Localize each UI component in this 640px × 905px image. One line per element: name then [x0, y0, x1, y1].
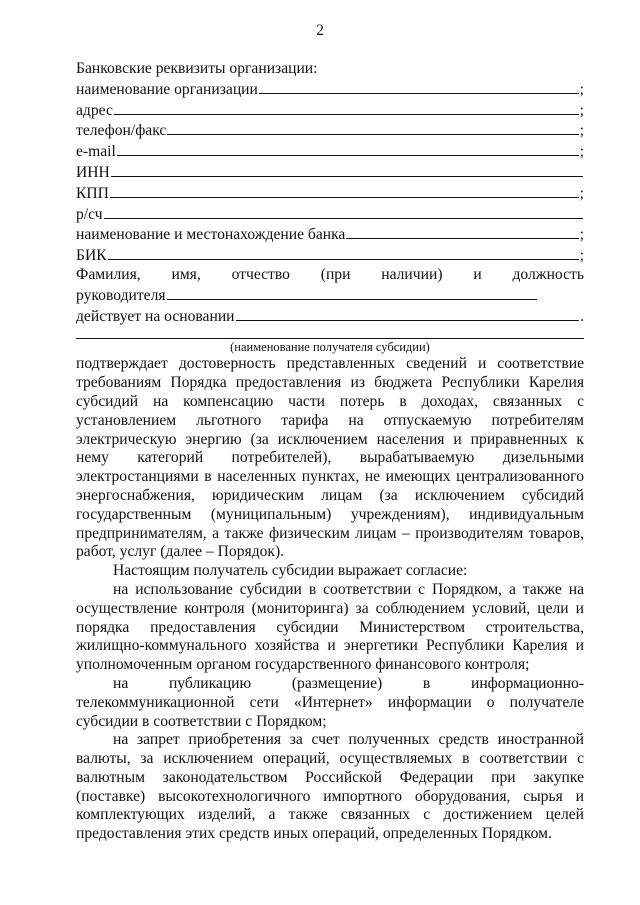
field-label: р/сч: [76, 205, 103, 223]
field-row: [76, 245, 584, 266]
field-row: [76, 183, 584, 204]
field-row: [76, 120, 584, 141]
field-end: ;: [579, 226, 584, 244]
field-row: [76, 162, 584, 183]
blank-line: [114, 100, 579, 115]
blank-line: [104, 204, 583, 219]
field-end: ;: [579, 101, 584, 119]
bank-details-fields: [76, 79, 584, 266]
head-word: отчество: [231, 265, 290, 283]
confirmation-paragraph: подтверждает достоверность представленных сведений и соответствие требованиям Порядка предоставления из бюджета Республики Карелия субсидий на компенсацию части потерь в доходах, связанных с установлением льготного тарифа на отпускаемую потребителям электрическую энергию (за исключением населения и приравненных к нему категорий потребителей), вырабатываемую дизельными электростанциями в населенных пунктах, не имеющих централизованного энергоснабжения, юридическим лицам (за исключением субсидий государственным (муниципальным) учреждениям), индивидуальным предпринимателям, а также физическим лицам – производителям товаров, работ, услуг (далее – Порядок).: [76, 355, 584, 561]
page-number: 2: [316, 22, 324, 39]
field-end: ;: [579, 143, 584, 161]
field-end: ;: [579, 247, 584, 265]
head-word: должность: [512, 265, 584, 283]
head-word: Фамилия,: [76, 265, 141, 283]
field-end: ;: [579, 184, 584, 202]
blank-line: [259, 79, 579, 94]
field-label: адрес: [76, 101, 113, 119]
field-end: .: [580, 307, 584, 325]
field-label: КПП: [76, 184, 109, 202]
field-label: БИК: [76, 247, 107, 265]
field-end: ;: [579, 122, 584, 140]
field-row: [76, 204, 584, 225]
consent-intro: Настоящим получатель субсидии выражает согласие:: [113, 562, 468, 580]
field-head: [76, 285, 584, 306]
field-label: телефон/факс: [76, 122, 167, 140]
consent-item: на публикацию (размещение) в информационно-телекоммуникационной сети «Интернет» информации о получателе субсидии в соответствии с Порядком;: [76, 674, 584, 730]
field-row: [76, 141, 584, 162]
head-word: и: [473, 265, 482, 283]
blank-line: [167, 285, 537, 300]
blank-line: [111, 162, 583, 177]
recipient-name-line: [76, 328, 584, 339]
head-name-position-line: [76, 266, 584, 285]
recipient-caption: (наименование получателя субсидии): [230, 340, 430, 355]
field-label: наименование организации: [76, 80, 258, 98]
field-basis: [76, 306, 584, 327]
field-label: наименование и местонахождение банка: [76, 226, 346, 244]
field-row: [76, 224, 584, 245]
consent-item: на использование субсидии в соответствии с Порядком, а также на осуществление контроля (мониторинга) за соблюдением условий, цели и порядка предоставления субсидии Министерством строительства, жилищно-коммунального хозяйства и энергетики Республики Карелия и уполномоченным органом государственного финансового контроля;: [76, 580, 584, 674]
form-content: [76, 60, 584, 844]
consent-item: на запрет приобретения за счет полученных средств иностранной валюты, за исключением операций, осуществляемых в соответствии с валютным законодательством Российской Федерации при закупке (поставке) высокотехнологичного импортного оборудования, сырья и комплектующих изделий, а также связанных с достижением целей предоставления этих средств иных операций, определенных Порядком.: [76, 731, 584, 843]
blank-line: [110, 183, 579, 198]
blank-line: [117, 141, 579, 156]
field-end: ;: [579, 80, 584, 98]
field-row: [76, 79, 584, 100]
field-label: действует на основании: [76, 307, 235, 325]
field-row: [76, 100, 584, 121]
field-label: ИНН: [76, 163, 110, 181]
field-label: руководителя: [76, 286, 166, 304]
head-word: (при: [320, 265, 351, 283]
head-word: наличии): [381, 265, 443, 283]
head-word: имя,: [171, 265, 201, 283]
bank-details-heading: Банковские реквизиты организации:: [76, 60, 318, 77]
blank-line: [346, 224, 578, 239]
blank-line: [108, 245, 579, 260]
field-label: e-mail: [76, 143, 116, 161]
blank-line: [236, 306, 580, 321]
blank-line: [167, 120, 578, 135]
